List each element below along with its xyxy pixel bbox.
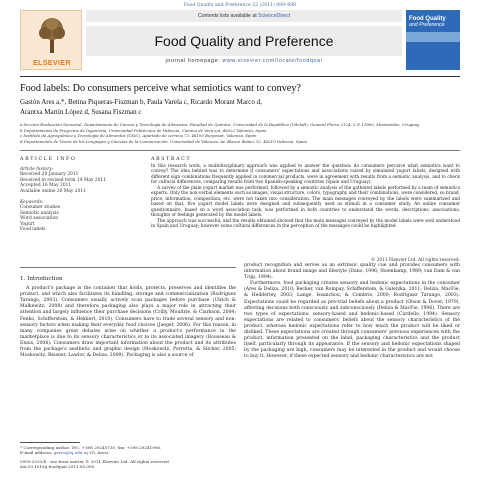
body-paragraph: A product's package is the container that holds, protects, preserves and identifies the product, and which also facilitates its handling, storage and commercialization (Rodríguez Tarango, 2003). Consumers usually actively scan packages before purchase (Ulrich & Malkewitz, 2008) and therefore packaging also plays a major role in attracting their attention and largely influence their purchase decisions (Crilly, Moultrie, & Clarkson, 2004; Fenko, Schifferstein, & Hekkert, 2010). Consumers have to trade several sensory and non-sensory factors when making their everyday food choices (Jaeger, 2006). For this reason, in many companies great debates arise on whether a product's performance in the marketplace is due to its sensory characteristics or to its associated imagery (Rousseau & Ennis, 2008). Consumers draw important information about the product and its attributes from the package's aesthetic and graphic design (Moskowitz, Porretta, & Silcher, 2005; Moskowitz, Reisner, Lawlor, & Deliza, 2009). Packaging is also a source of bbox=[20, 286, 236, 359]
keyword: Word association bbox=[20, 216, 59, 222]
affiliation-d: d Departamento de Teoría de los Lenguajes y Ciencias de la Comunicación, Universidad de Valencia, Av. Blasco Ibáñez 32, 46010 Valencia, Spain bbox=[20, 138, 308, 144]
history-online: Available online 20 May 2011 bbox=[20, 188, 86, 194]
authors-line-2[interactable]: Arantxa Martín López d, Susana Fiszman c bbox=[20, 108, 142, 116]
journal-homepage bbox=[86, 58, 402, 64]
section-heading-introduction: 1. Introduction bbox=[20, 276, 63, 282]
footnote-rule bbox=[20, 442, 80, 443]
journal-header bbox=[20, 10, 460, 70]
keyword: Yogurt bbox=[20, 221, 35, 227]
keyword: Consumer studies bbox=[20, 205, 61, 211]
affiliations bbox=[20, 122, 460, 144]
abstract-paragraph: The approach was successful, and the results obtained showed that the main messages conveyed by the model labels were well understood in Spain and Uruguay; however some cultural differences in the perception of the messages could be highlighted. bbox=[151, 218, 460, 229]
elsevier-logo[interactable] bbox=[20, 10, 82, 70]
abstract-paragraph: In this research work, a multidisciplinary approach was applied to answer the question: do consumers perceive what semiotics want to convey? The idea behind was to determine if consumers' expectations and associations raised by simulated yogurt labels, designed with different sign combinations frequently applied in commercial products, were in agreement with results from a semiotic analysis, and to check for cultural differences, comparing results from two Spanish-speaking countries (Spain and Uruguay). bbox=[151, 164, 460, 186]
cover-band bbox=[406, 32, 460, 42]
abstract-heading: ABSTRACT bbox=[151, 157, 192, 162]
article-info bbox=[20, 167, 140, 232]
issn-line: 0950-3293/$ - see front matter © 2011 Elsevier Ltd. All rights reserved. bbox=[20, 458, 171, 464]
email-suffix: (G. Ares). bbox=[88, 450, 110, 456]
keyword: Semiotic analysis bbox=[20, 210, 59, 216]
corresponding-author-note: * Corresponding author. Tel.: +598 29245735; fax: +598 29241906. bbox=[20, 445, 162, 450]
keywords-label: Keywords: bbox=[20, 200, 44, 206]
journal-cover-thumbnail[interactable] bbox=[406, 10, 460, 70]
keyword: Food labels bbox=[20, 227, 46, 233]
cover-subtitle: and Preference bbox=[409, 22, 445, 28]
history-revised: Received in revised form 14 May 2011 bbox=[20, 177, 106, 183]
history-label: Article history: bbox=[20, 167, 54, 172]
history-received: Received 20 January 2011 bbox=[20, 172, 79, 178]
copyright-notice: © 2011 Elsevier Ltd. All rights reserved. bbox=[371, 258, 460, 263]
affiliation-c: c Instituto de Agroquímica y Tecnología de Alimentos (CSIC), Apartado de correos 73, 46100 Burjassot, Valencia, Spain bbox=[20, 133, 257, 138]
affiliation-b: b Departamento de Proyectos de Ingeniería, Universidad Politécnica de Valencia, Camino de Vera s/n, 46022 Valencia, Spain bbox=[20, 127, 267, 133]
cover-title: Food Quality bbox=[409, 16, 446, 22]
contents-line bbox=[86, 10, 402, 22]
header-center bbox=[86, 10, 402, 70]
homepage-link[interactable]: www.elsevier.com/locate/foodqual bbox=[222, 58, 323, 64]
homepage-prefix: journal homepage: bbox=[165, 58, 223, 64]
journal-reference[interactable]: Food Quality and Preference 22 (2011) 689–698 bbox=[183, 3, 297, 8]
affiliation-a: a Sección Evaluación Sensorial, Departamento de Ciencia y Tecnología de Alimentos, Facultad de Química, Universidad de la República (UdelaR), General Flores 2124, C.P. 11800, Montevideo, Uruguay bbox=[20, 122, 420, 127]
header-divider bbox=[20, 76, 460, 77]
body-paragraph: Furthermore, food packaging creates sensory and hedonic expectations in the consumer (Ares & Deliza, 2010; Becker, van Rompay, Schifferstein, & Galetzka, 2011; Deliza, MacFie, & Hedderley, 2003; Lange, Issanchou, & Combris, 2000; Rodríguez Tarango, 2003). Expectations could be regarded as pre-trial beliefs about a product (Olson & Dover, 1979), affecting decisions both consciously and subconsciously (Deliza & MacFie, 1996). There are two types of expectations: sensory-based and hedonic-based (Cardello, 1994). Sensory expectations are related to consumers' beliefs about the sensory characteristics of the product, whereas hedonic expectations refer to how much the product will be liked or disliked. These expectations are created through consumers' previous experiences with the product, information presented on the label, packaging characteristics and the product itself, particularly through its appearance. If the sensory and hedonic expectations shaped by the packaging are high, consumers may be interested in the product and would choose to buy it. However, if these expected sensory and hedonic characteristics are not bbox=[244, 281, 460, 360]
abstract-divider bbox=[20, 267, 236, 268]
article-title: Food labels: Do consumers perceive what semiotics want to convey? bbox=[20, 83, 301, 94]
email-note bbox=[20, 450, 236, 455]
body-column-right bbox=[244, 263, 460, 361]
sciencedirect-link[interactable]: ScienceDirect bbox=[258, 13, 291, 19]
article-info-heading: ARTICLE INFO bbox=[20, 157, 77, 162]
email-prefix: E-mail address: bbox=[20, 450, 54, 456]
email-link[interactable]: gares@fq.edu.uy bbox=[53, 450, 89, 456]
affiliation-divider bbox=[20, 150, 460, 151]
publisher-name: ELSEVIER bbox=[33, 60, 71, 67]
body-column-left bbox=[20, 276, 236, 359]
footnotes bbox=[20, 442, 236, 469]
authors-line-1[interactable]: Gastón Ares a,*, Betina Piqueras-Fiszman b, Paula Varela c, Ricardo Morant Marco d, bbox=[20, 98, 262, 106]
tree-icon bbox=[36, 15, 68, 55]
journal-title: Food Quality and Preference bbox=[86, 26, 402, 56]
abstract-body bbox=[151, 164, 460, 229]
author-list bbox=[20, 97, 460, 117]
abstract-paragraph: A survey of the plain yogurt market was performed, followed by a semiotic analysis of the gathered labels performed by a team of semiotics experts. Only the non-verbal elements such as images, visual structure, colors, typography and their combinations, were considered, so brand, price, information, composition, etc. were not taken into consideration. The main messages conveyed by the labels were summarized and based on that, five yogurt model labels were designed and subsequently used as stimuli in a consumer study. An online consumer questionnaire, based on a word association task, was performed in both countries to understand the words, descriptions, associations, thoughts or feelings generated by the model labels. bbox=[151, 185, 460, 219]
body-paragraph: product recognition and serves as an extrinsic quality cue and provides consumers with information about brand image and lifestyle (Dano, 1996; Steenkamp, 1989; van Dam & van Trijp, 1994). bbox=[244, 263, 460, 281]
history-accepted: Accepted 16 May 2011 bbox=[20, 183, 72, 189]
contents-prefix: Contents lists available at bbox=[197, 13, 259, 19]
doi-link[interactable]: doi:10.1016/j.foodqual.2011.05.008 bbox=[20, 463, 95, 469]
